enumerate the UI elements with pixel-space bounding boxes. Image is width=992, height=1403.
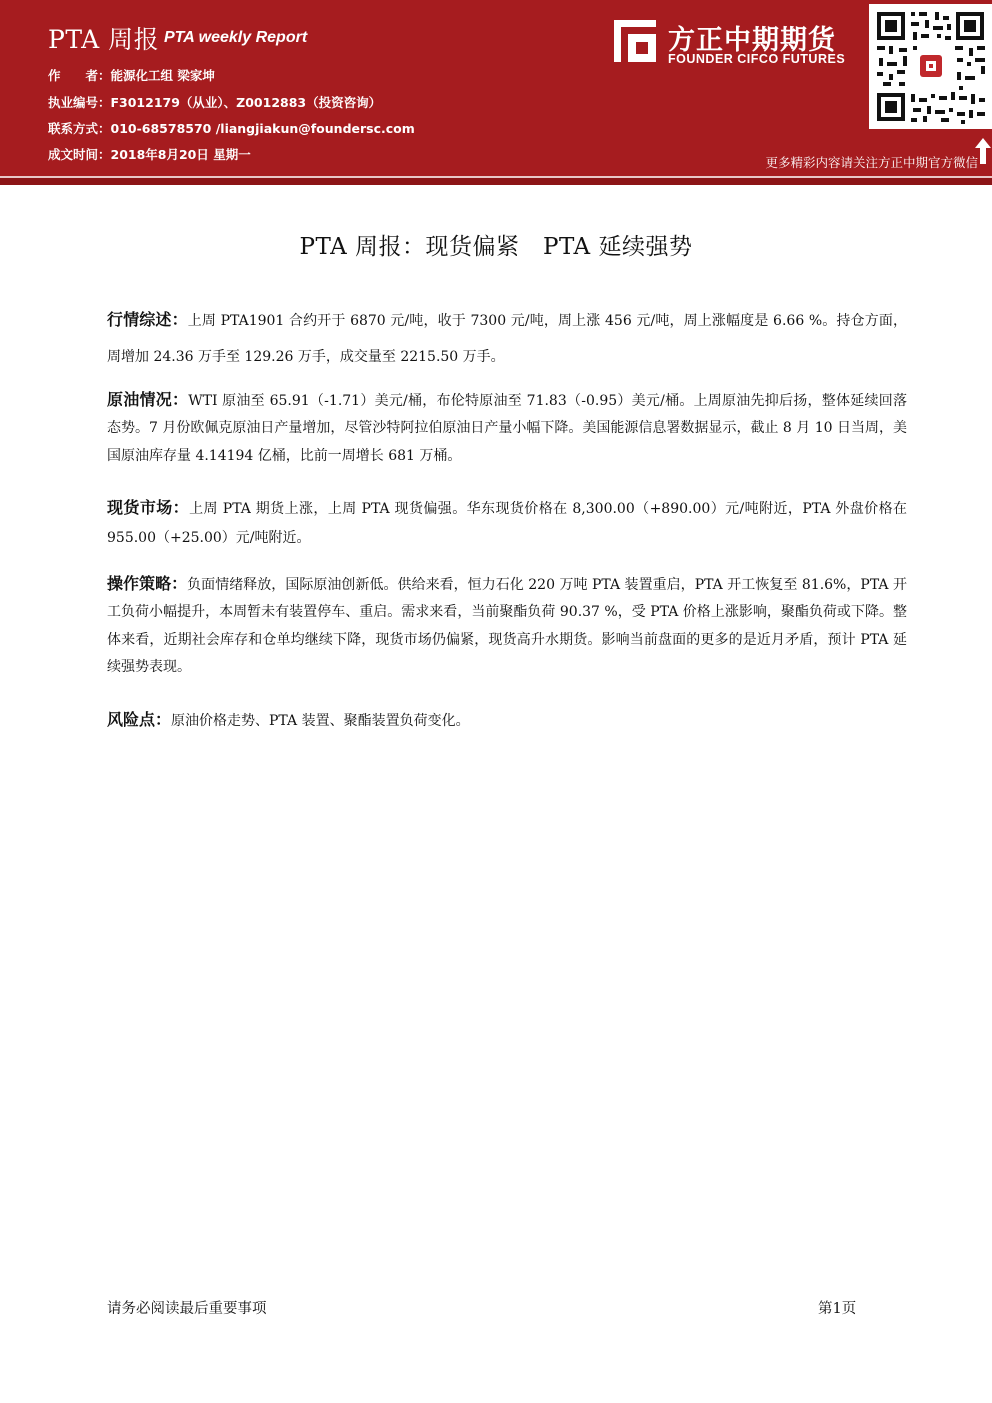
section-label: 行情综述： xyxy=(107,310,188,329)
section-risk-points xyxy=(107,704,907,736)
footer-disclaimer: 请务必阅读最后重要事项 xyxy=(107,1301,267,1317)
wechat-qr-code xyxy=(869,4,992,129)
license-line: 执业编号：F3012179（从业）、Z0012883（投资咨询） xyxy=(48,95,382,110)
company-logo xyxy=(610,14,860,74)
section-label: 风险点： xyxy=(107,710,172,729)
page-number: 第1页 xyxy=(818,1301,857,1317)
section-text: 原油价格走势、PTA 装置、聚酯装置负荷变化。 xyxy=(171,713,470,729)
document-title: PTA 周报：现货偏紧 PTA 延续强势 xyxy=(299,234,693,260)
section-label: 现货市场： xyxy=(107,498,190,517)
contact-line: 联系方式：010-68578570 /liangjiakun@foundersc.com xyxy=(48,121,415,136)
section-strategy xyxy=(107,568,907,681)
header-bottom-band xyxy=(0,178,992,185)
section-text: 上周 PTA 期货上涨，上周 PTA 现货偏强。华东现货价格在 8,300.00（+890.00）元/吨附近，PTA 外盘价格在 955.00（+25.00）元/吨附近。 xyxy=(107,501,907,546)
report-title: PTA 周报 xyxy=(48,25,160,54)
logo-english-name: FOUNDER CIFCO FUTURES xyxy=(668,52,846,66)
section-crude-oil xyxy=(107,384,907,470)
section-label: 操作策略： xyxy=(107,574,188,593)
follow-wechat-text: 更多精彩内容请关注方正中期官方微信 xyxy=(765,155,978,170)
qr-code-icon xyxy=(869,4,992,129)
section-label: 原油情况： xyxy=(107,390,189,409)
section-text: WTI 原油至 65.91（-1.71）美元/桶，布伦特原油至 71.83（-0.95）美元/桶。上周原油先抑后扬，整体延续回落态势。7 月份欧佩克原油日产量增加，尽管沙特阿拉伯原油日产量小幅下降。美国能源信息署数据显示，截止 8 月 10 日当周，美国原油库存量 4.14194 亿桶，比前一周增长 681 万桶。 xyxy=(107,393,907,464)
author-line: 作 者：能源化工组 梁家坤 xyxy=(48,68,215,83)
report-subtitle: PTA weekly Report xyxy=(164,29,308,46)
section-text: 上周 PTA1901 合约开于 6870 元/吨，收于 7300 元/吨，周上涨 456 元/吨，周上涨幅度是 6.66 %。持仓方面，周增加 24.36 万手至 129.26 万手，成交量至 2215.50 万手。 xyxy=(107,313,907,365)
section-text: 负面情绪释放，国际原油创新低。供给来看，恒力石化 220 万吨 PTA 装置重启，PTA 开工恢复至 81.6%，PTA 开工负荷小幅提升，本周暂未有装置停车、重启。需求来看，当前聚酯负荷 90.37 %，受 PTA 价格上涨影响，聚酯负荷或下降。整体来看，近期社会库存和仓单均继续下降，现货市场仍偏紧，现货高升水期货。影响当前盘面的更多的是近月矛盾，预计 PTA 延续强势表现。 xyxy=(107,577,907,675)
section-market-summary xyxy=(107,300,907,375)
founder-logo-icon xyxy=(610,18,660,64)
date-line: 成文时间：2018年8月20日 星期一 xyxy=(48,147,251,162)
report-header xyxy=(0,0,992,185)
section-spot-market xyxy=(107,492,907,552)
arrow-up-icon xyxy=(975,138,991,164)
logo-chinese-name: 方正中期期货 xyxy=(668,25,836,56)
